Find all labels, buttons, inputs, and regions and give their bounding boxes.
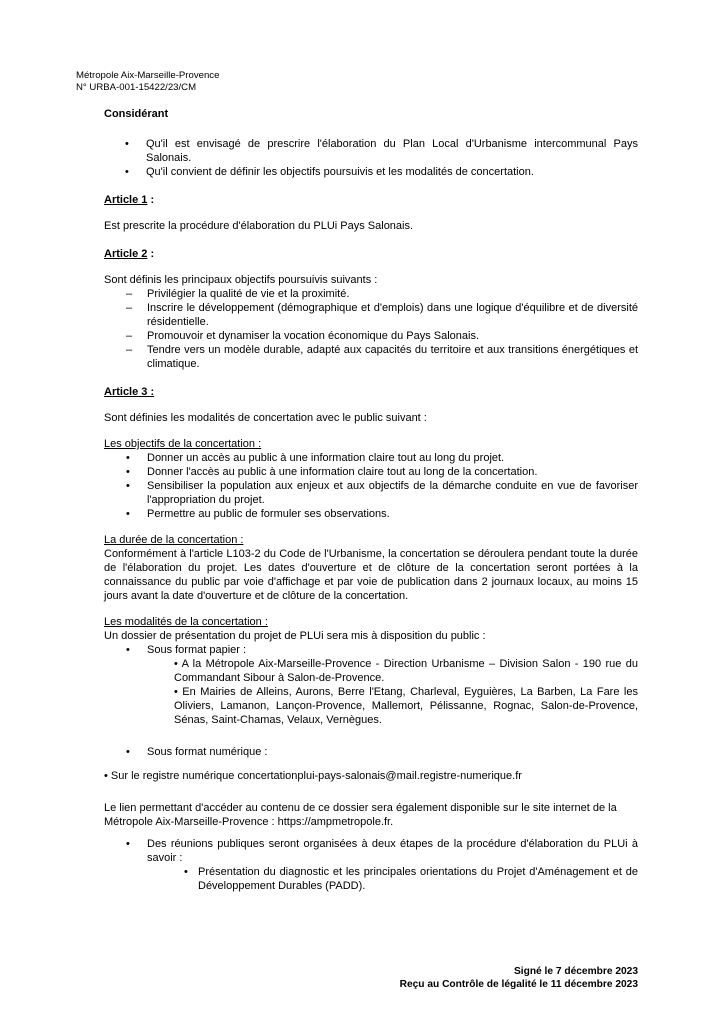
papier-address-2: • En Mairies de Alleins, Aurons, Berre l'Etang, Charleval, Eyguières, La Barben, La Fare les Oliviers, Lamanon, Lançon-Provence, Mallemort, Pélissanne, Rognac, Salon-de-Provence, Sénas, Saint-Chamas, Velaux, Vernègues. [174, 686, 638, 726]
list-item: – Tendre vers un modèle durable, adapté aux capacités du territoire et aux transitions énergétiques et climatique. [126, 344, 638, 370]
dash-icon: – [126, 288, 133, 300]
list-item: – Privilégier la qualité de vie et la proximité. [126, 288, 350, 300]
reunions-list [104, 837, 638, 865]
modalites-intro: Un dossier de présentation du projet de PLUi sera mis à disposition du public : [104, 630, 486, 642]
received-date: Reçu au Contrôle de légalité le 11 décembre 2023 [399, 979, 638, 990]
document-body [104, 107, 638, 893]
header-org: Métropole Aix-Marseille-Provence [76, 70, 220, 81]
article3-intro: Sont définies les modalités de concertation avec le public suivant : [104, 412, 427, 424]
bullet-icon: • [126, 746, 130, 758]
lien-dossier: Le lien permettant d'accéder au contenu de ce dossier sera également disponible sur le site internet de la Métropole Aix-Marseille-Provence : https://ampmetropole.fr. [104, 802, 617, 828]
list-item: • Donner un accès au public à une information claire tout au long du projet. [126, 452, 505, 464]
dash-icon: – [126, 302, 133, 314]
list-item: • Sous format papier : [126, 644, 247, 656]
header-ref: N° URBA-001-15422/23/CM [76, 82, 197, 93]
list-item: • Présentation du diagnostic et les principales orientations du Projet d'Aménagement et de Développement Durables (PADD). [184, 866, 638, 892]
article3-title: Article 3 : [104, 386, 155, 398]
considerant-title: Considérant [104, 108, 169, 120]
list-item: • Sensibiliser la population aux enjeux et aux objectifs de la démarche conduite en vue de favoriser l'appropriation du projet. [126, 480, 638, 506]
bullet-icon: • [126, 480, 130, 492]
signed-date: Signé le 7 décembre 2023 [513, 966, 638, 977]
article2-title: Article 2 : [104, 248, 155, 260]
list-item: • Qu'il convient de définir les objectifs poursuivis et les modalités de concertation. [125, 166, 534, 178]
format-numerique-list [104, 745, 638, 759]
bullet-icon: • [125, 138, 129, 150]
list-item: • Permettre au public de formuler ses observations. [126, 508, 390, 520]
considerant-list [104, 137, 638, 179]
bullet-icon: • [126, 644, 130, 656]
bullet-icon: • [126, 452, 130, 464]
bullet-icon: • [126, 838, 130, 850]
list-item: • Sous format numérique : [126, 746, 268, 758]
bullet-icon: • [126, 508, 130, 520]
bullet-icon: • [126, 466, 130, 478]
objectifs-list [104, 451, 638, 521]
duree-heading: La durée de la concertation : [104, 534, 244, 546]
format-papier-list [104, 643, 638, 657]
signature-footer [400, 965, 638, 991]
article2-intro: Sont définis les principaux objectifs poursuivis suivants : [104, 274, 378, 286]
bullet-icon: • [125, 166, 129, 178]
dash-icon: – [126, 330, 133, 342]
list-item: – Inscrire le développement (démographique et d'emplois) dans une logique d'équilibre et de diversité résidentielle. [126, 302, 638, 328]
document-header [76, 70, 219, 94]
article1-title: Article 1 : [104, 194, 155, 206]
list-item: – Promouvoir et dynamiser la vocation économique du Pays Salonais. [126, 330, 480, 342]
reunions-sub-list [104, 865, 638, 893]
registre-numerique: • Sur le registre numérique concertationplui-pays-salonais@mail.registre-numerique.fr [104, 770, 522, 782]
dash-icon: – [126, 344, 133, 356]
list-item: • Donner l'accès au public à une information claire tout au long de la concertation. [126, 466, 538, 478]
list-item: • Qu'il est envisagé de prescrire l'élaboration du Plan Local d'Urbanisme intercommunal Pays Salonais. [125, 138, 638, 164]
papier-address-1: • A la Métropole Aix-Marseille-Provence - Direction Urbanisme – Division Salon - 190 rue du Commandant Sibour à Salon-de-Provence. [174, 658, 638, 684]
list-item: • Des réunions publiques seront organisées à deux étapes de la procédure d'élaboration du PLUi à savoir : [126, 838, 638, 864]
bullet-icon: • [184, 866, 188, 878]
duree-text: Conformément à l'article L103-2 du Code de l'Urbanisme, la concertation se déroulera pendant toute la durée de l'élaboration du projet. Les dates d'ouverture et de clôture de la concertation seront portées à la connaissance du public par voie d'affichage et par voie de publication dans 2 journaux locaux, au moins 15 jours avant la date d'ouverture et de clôture de la concertation. [104, 548, 638, 602]
article2-list [104, 287, 638, 371]
article1-text: Est prescrite la procédure d'élaboration du PLUi Pays Salonais. [104, 220, 414, 232]
modalites-heading: Les modalités de la concertation : [104, 616, 268, 628]
objectifs-heading: Les objectifs de la concertation : [104, 438, 262, 450]
